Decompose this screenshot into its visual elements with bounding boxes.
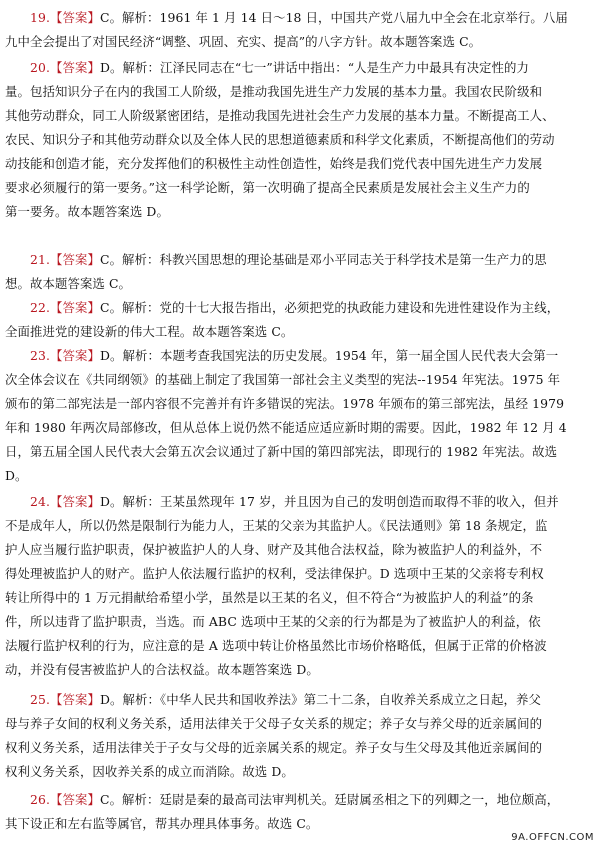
answer-line: [30, 788, 559, 812]
answer-line: [5, 562, 544, 586]
answer-text: 九中全会提出了对国民经济“调整、巩固、充实、提高”的八字方针。故本题答案选 C。: [5, 34, 482, 49]
answer-line: [5, 128, 555, 152]
answer-text: 日，第五届全国人民代表大会第五次会议通过了新中国的第四部宪法，即现行的 1982 年宪法。故选: [5, 444, 558, 459]
answer-line: [5, 658, 319, 682]
answer-text: D。解析：江泽民同志在“七一”讲话中指出：“人是生产力中最具有决定性的力: [99, 60, 530, 75]
answer-line: [5, 368, 560, 392]
answer-number: 22.: [30, 300, 51, 315]
answer-line: [30, 56, 529, 80]
answer-text: 颁布的第二部宪法是一部内容很不完善并有许多错误的宪法。1978 年颁布的第三部宪法，虽经 1979: [5, 396, 565, 411]
answer-number: 25.: [30, 692, 51, 707]
site-watermark: 9A.OFFCN.COM: [511, 832, 594, 843]
answer-line: [30, 296, 559, 320]
answer-text: 想。故本题答案选 C。: [5, 276, 132, 291]
answer-text: 法履行监护权利的行为，应注意的是 A 选项中转让价格虽然比市场价格略低，但属于正常的价格波: [5, 638, 547, 653]
answer-line: [30, 688, 541, 712]
answer-line: [5, 320, 293, 344]
answer-line: [5, 586, 534, 610]
answer-text: 件，所以违背了监护职责，当选。而 ABC 选项中王某的父亲的行为都是为了被监护人的利益，依: [5, 614, 541, 629]
answer-line: [5, 200, 169, 224]
answer-number: 24.: [30, 494, 51, 509]
answer-line: [5, 104, 555, 128]
answer-text: 护人应当履行监护职责，保护被监护人的人身、财产及其他合法权益，除为被监护人的利益外，不: [5, 542, 543, 557]
answer-text: 第一要务。故本题答案选 D。: [5, 204, 169, 219]
answer-text: 量。包括知识分子在内的我国工人阶级，是推动我国先进生产力发展的基本力量。我国农民阶级和: [5, 84, 543, 99]
answer-line: [5, 610, 541, 634]
answer-text: D。解析：《中华人民共和国收养法》第二十二条，自收养关系成立之日起，养父: [99, 692, 541, 707]
answer-text: C。解析：科教兴国思想的理论基础是邓小平同志关于科学技术是第一生产力的思: [99, 252, 547, 267]
answer-line: [5, 760, 294, 784]
answer-line: [5, 272, 131, 296]
answer-text: 转让所得中的 1 万元捐献给希望小学，虽然是以王某的名义，但不符合“为被监护人的利益”的条: [5, 590, 534, 605]
answer-line: [5, 80, 542, 104]
answer-text: D。: [5, 468, 28, 483]
answer-line: [30, 248, 547, 272]
answer-text: 动，并没有侵害被监护人的合法权益。故本题答案选 D。: [5, 662, 319, 677]
answer-tag: 【答案】: [50, 692, 100, 707]
answer-text: C。解析：1961 年 1 月 14 日～18 日，中国共产党八届九中全会在北京举行。八届: [99, 10, 568, 25]
answer-tag: 【答案】: [50, 494, 100, 509]
answer-text: 不是成年人，所以仍然是限制行为能力人，王某的父亲为其监护人。《民法通则》第 18 条规定，监: [5, 518, 548, 533]
answer-line: [5, 440, 557, 464]
answer-number: 21.: [30, 252, 51, 267]
answer-tag: 【答案】: [50, 10, 100, 25]
answer-text: 其他劳动群众，同工人阶级紧密团结，是推动我国先进社会生产力发展的基本力量。不断提高工人、: [5, 108, 555, 123]
answer-text: 农民、知识分子和其他劳动群众以及全体人民的思想道德素质和科学文化素质，不断提高他们的劳动: [5, 132, 555, 147]
answer-line: [5, 152, 542, 176]
answer-text: 得处理被监护人的财产。监护人依法履行监护的权利，受法律保护。D 选项中王某的父亲将专利权: [5, 566, 544, 581]
answer-text: D。解析：本题考查我国宪法的历史发展。1954 年，第一届全国人民代表大会第一: [99, 348, 559, 363]
answer-number: 26.: [30, 792, 51, 807]
answer-text: 母与养子女间的权利义务关系，适用法律关于父母子女关系的规定；养子女与养父母的近亲属间的: [5, 716, 543, 731]
answer-number: 23.: [30, 348, 51, 363]
answer-text: 要求必须履行的第一要务。”这一科学论断，第一次明确了提高全民素质是发展社会主义生产力的: [5, 180, 530, 195]
answer-tag: 【答案】: [50, 348, 100, 363]
answer-text: D。解析：王某虽然现年 17 岁，并且因为自己的发明创造而取得不菲的收入，但并: [99, 494, 559, 509]
answer-text: 全面推进党的建设新的伟大工程。故本题答案选 C。: [5, 324, 294, 339]
answer-line: [5, 176, 530, 200]
answer-number: 19.: [30, 10, 51, 25]
answer-tag: 【答案】: [50, 300, 100, 315]
answer-tag: 【答案】: [50, 792, 100, 807]
answer-line: [30, 490, 559, 514]
answer-text: 次全体会议在《共同纲领》的基础上制定了我国第一部社会主义类型的宪法--1954 年宪法。1975 年: [5, 372, 561, 387]
answer-text: 年和 1980 年两次局部修改，但从总体上说仍然不能适应适应新时期的需要。因此，1982 年 12 月 4: [5, 420, 567, 435]
answer-text: 其下设正和左右监等属官，帮其办理具体事务。故选 C。: [5, 816, 319, 831]
answer-tag: 【答案】: [50, 60, 100, 75]
answer-line: [5, 538, 542, 562]
answer-line: [5, 514, 547, 538]
answer-number: 20.: [30, 60, 51, 75]
answer-line: [5, 30, 481, 54]
answer-line: [30, 344, 558, 368]
answer-line: [5, 416, 567, 440]
answer-text: C。解析：廷尉是秦的最高司法审判机关。廷尉属丞相之下的列卿之一，地位颇高，: [99, 792, 560, 807]
answer-line: [5, 464, 28, 488]
answer-text: 动技能和创造才能，充分发挥他们的积极性主动性创造性，始终是我们党代表中国先进生产力发展: [5, 156, 543, 171]
answer-line: [30, 6, 568, 30]
answer-line: [5, 392, 564, 416]
answer-tag: 【答案】: [50, 252, 100, 267]
answer-line: [5, 712, 542, 736]
answer-text: C。解析：党的十七大报告指出，必须把党的执政能力建设和先进性建设作为主线，: [99, 300, 560, 315]
answer-line: [5, 812, 318, 836]
answer-line: [5, 736, 542, 760]
answer-text: 权利义务关系，适用法律关于子女与父母的近亲属关系的规定。养子女与生父母及其他近亲属间的: [5, 740, 543, 755]
answer-text: 权利义务关系，因收养关系的成立而消除。故选 D。: [5, 764, 294, 779]
answer-line: [5, 634, 547, 658]
